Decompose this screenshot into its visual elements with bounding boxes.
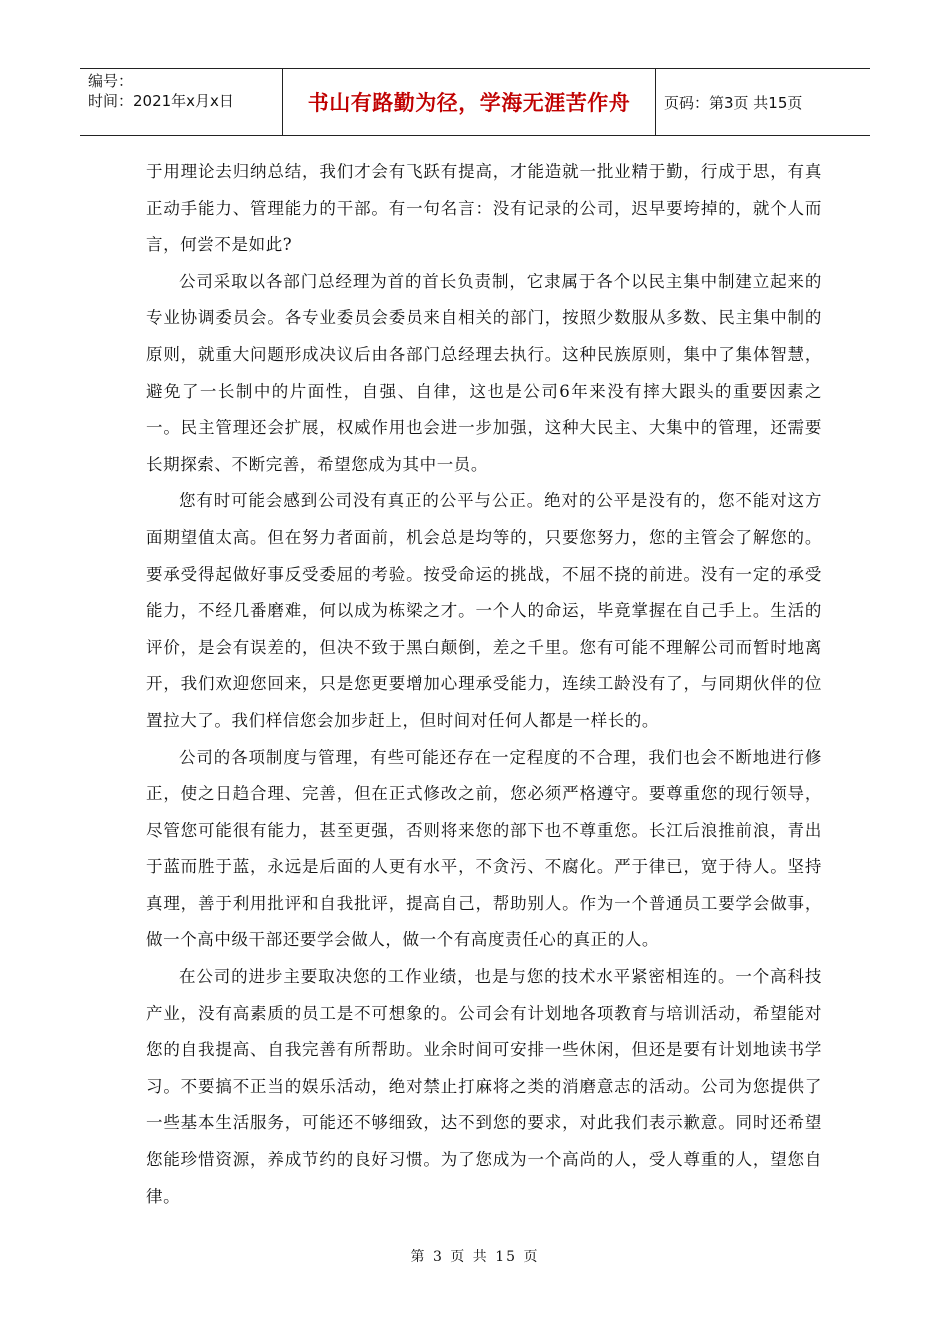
body-paragraph: 您有时可能会感到公司没有真正的公平与公正。绝对的公平是没有的，您不能对这方面期望值太高。但在努力者面前，机会总是均等的，只要您努力，您的主管会了解您的。要承受得起做好事反受委屈的考验。按受命运的挑战，不屈不挠的前进。没有一定的承受能力，不经几番磨难，何以成为栋梁之才。一个人的命运，毕竟掌握在自己手上。生活的评价，是会有误差的，但决不致于黑白颠倒，差之千里。您有可能不理解公司而暂时地离开，我们欢迎您回来，只是您更要增加心理承受能力，连续工龄没有了，与同期伙伴的位置拉大了。我们样信您会加步赶上，但时间对任何人都是一样长的。 [146,491,822,730]
body-paragraph: 在公司的进步主要取决您的工作业绩，也是与您的技术水平紧密相连的。一个高科技产业，没有高素质的员工是不可想象的。公司会有计划地各项教育与培训活动，希望能对您的自我提高、自我完善有所帮助。业余时间可安排一些休闲，但还是要有计划地读书学习。不要搞不正当的娱乐活动，绝对禁止打麻将之类的消磨意志的活动。公司为您提供了一些基本生活服务，可能还不够细致，达不到您的要求，对此我们表示歉意。同时还希望您能珍惜资源，养成节约的良好习惯。为了您成为一个高尚的人，受人尊重的人，望您自律。 [146,967,822,1206]
header-motto: 书山有路勤为径，学海无涯苦作舟 [283,69,656,135]
header-meta-cell [80,69,283,135]
document-date-label: 时间：2021年x月x日 [88,92,234,110]
page-footer: 第 3 页 共 15 页 [410,1249,540,1265]
document-header [80,68,870,136]
body-paragraph: 公司的各项制度与管理，有些可能还存在一定程度的不合理，我们也会不断地进行修正，使之日趋合理、完善，但在正式修改之前，您必须严格遵守。要尊重您的现行领导，尽管您可能很有能力，甚至更强，否则将来您的部下也不尊重您。长江后浪推前浪，青出于蓝而胜于蓝，永远是后面的人更有水平，不贪污、不腐化。严于律已，宽于待人。坚持真理，善于利用批评和自我批评，提高自己，帮助别人。作为一个普通员工要学会做事，做一个高中级干部还要学会做人，做一个有高度责任心的真正的人。 [146,747,822,950]
body-paragraph: 公司采取以各部门总经理为首的首长负责制，它隶属于各个以民主集中制建立起来的专业协调委员会。各专业委员会委员来自相关的部门，按照少数服从多数、民主集中制的原则，就重大问题形成决议后由各部门总经理去执行。这种民族原则，集中了集体智慧，避免了一长制中的片面性，自强、自律，这也是公司6年来没有摔大跟头的重要因素之一。民主管理还会扩展，权威作用也会进一步加强，这种大民主、大集中的管理，还需要长期探索、不断完善，希望您成为其中一员。 [146,271,822,474]
document-body [146,154,822,1215]
header-page-label: 页码：第3页 共15页 [664,93,803,112]
document-number-label: 编号： [88,72,134,90]
body-paragraph: 于用理论去归纳总结，我们才会有飞跃有提高，才能造就一批业精于勤，行成于思，有真正动手能力、管理能力的干部。有一句名言：没有记录的公司，迟早要垮掉的，就个人而言，何尝不是如此? [146,162,822,255]
